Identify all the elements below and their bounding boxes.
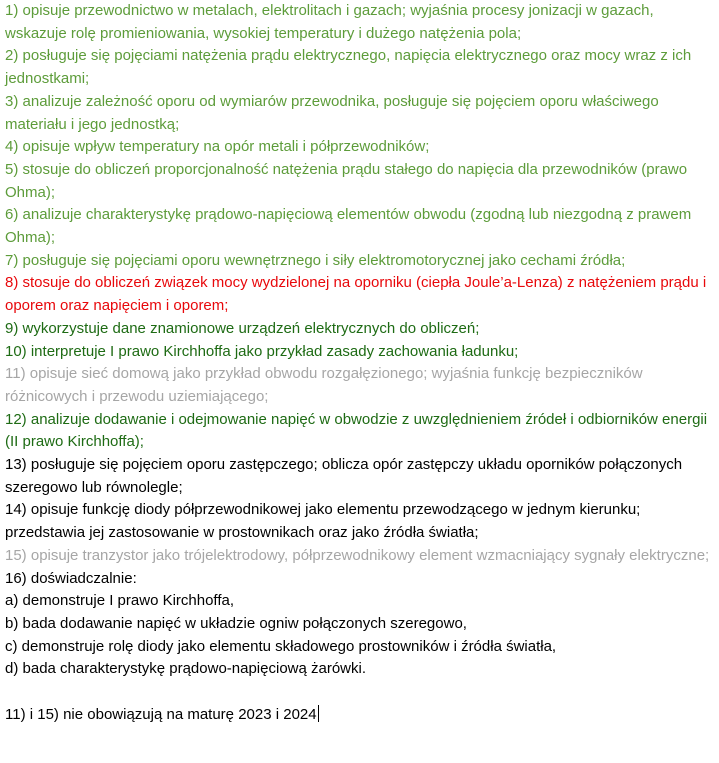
list-item: 7) posługuje się pojęciami oporu wewnętrznego i siły elektromotorycznej jako cechami źródła; [5,251,626,269]
list-item: c) demonstruje rolę diody jako elementu składowego prostowników i źródła światła, [5,637,557,655]
list-item: d) bada charakterystykę prądowo-napięciową żarówki. [5,660,367,678]
list-item: 8) stosuje do obliczeń związek mocy wydzielonej na oporniku (ciepła Joule’a-Lenza) z natężeniem prądu i oporem oraz napięciem i oporem; [5,274,707,315]
list-item: 4) opisuje wpływ temperatury na opór metali i półprzewodników; [5,138,430,156]
list-item: 2) posługuje się pojęciami natężenia prądu elektrycznego, napięcia elektrycznego oraz mocy wraz z ich jednostkami; [5,47,692,88]
list-item: a) demonstruje I prawo Kirchhoffa, [5,592,235,610]
document-body[interactable] [5,0,711,726]
list-item: 6) analizuje charakterystykę prądowo-napięciową elementów obwodu (zgodną lub niezgodną z prawem Ohma); [5,206,692,247]
list-item: 11) opisuje sieć domową jako przykład obwodu rozgałęzionego; wyjaśnia funkcję bezpieczników różnicowych i przewodu uziemiającego; [5,365,643,405]
list-item: 12) analizuje dodawanie i odejmowanie napięć w obwodzie z uwzględnieniem źródeł i odbiorników energii (II prawo Kirchhoffa); [5,410,708,451]
list-item: 1) opisuje przewodnictwo w metalach, elektrolitach i gazach; wyjaśnia procesy jonizacji w gazach, wskazuje rolę promieniowania, wysokiej temperatury i dużego natężenia pola; [5,2,654,42]
list-item: 5) stosuje do obliczeń proporcjonalność natężenia prądu stałego do napięcia dla przewodników (prawo Ohma); [5,160,688,201]
list-item: 13) posługuje się pojęciem oporu zastępczego; oblicza opór zastępczy układu oporników połączonych szeregowo lub równolegle; [5,456,683,496]
list-item: 15) opisuje tranzystor jako trójelektrodowy, półprzewodnikowy element wzmacniający sygnały elektryczne; [5,546,710,564]
requirements-list [5,0,711,681]
text-cursor [318,705,319,722]
list-item: 9) wykorzystuje dane znamionowe urządzeń elektrycznych do obliczeń; [5,319,480,337]
exam-note [5,704,711,727]
list-item: b) bada dodawanie napięć w układzie ogniw połączonych szeregowo, [5,614,467,632]
list-item: 14) opisuje funkcję diody półprzewodnikowej jako elementu przewodzącego w jednym kierunku; przedstawia jej zastosowanie w prostownikach oraz jako źródła światła; [5,501,641,542]
exam-note-text: 11) i 15) nie obowiązują na maturę 2023 i 2024 [5,705,317,723]
list-item: 10) interpretuje I prawo Kirchhoffa jako przykład zasady zachowania ładunku; [5,342,519,360]
blank-line [5,681,711,704]
list-item: 3) analizuje zależność oporu od wymiarów przewodnika, posługuje się pojęciem oporu właściwego materiału i jego jednostką; [5,92,659,133]
list-item: 16) doświadczalnie: [5,569,137,587]
